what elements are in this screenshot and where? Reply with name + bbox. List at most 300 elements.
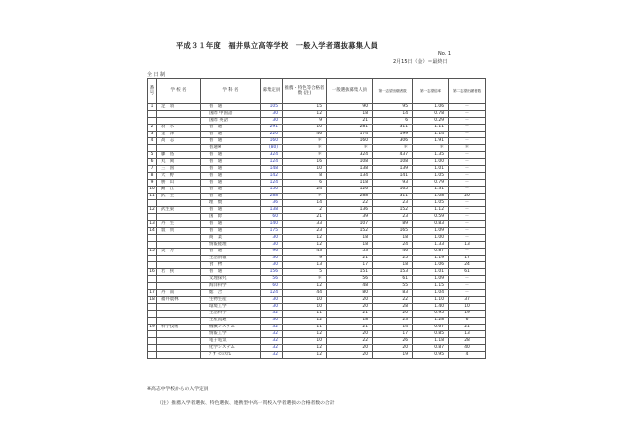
cell-ratio: 0.87 [413, 345, 449, 352]
cell-general: 21 [327, 324, 373, 331]
cell-recommended: ＊ [283, 276, 327, 283]
cell-second-choice: － [449, 248, 486, 255]
table-row [148, 172, 486, 179]
cell-second-choice: 20 [449, 193, 486, 200]
cell-second-choice: － [449, 207, 486, 214]
cell-general: 151 [327, 269, 373, 276]
cell-recommended: 5 [283, 269, 327, 276]
table-row [148, 296, 486, 303]
cell-dept: 機械システム [201, 324, 261, 331]
cell-capacity: 124 [261, 159, 283, 166]
cell-capacity: 30 [261, 241, 283, 248]
cell-capacity: 148 [261, 166, 283, 173]
cell-school [157, 276, 201, 283]
cell-ratio: 1.12 [413, 207, 449, 214]
cell-school [157, 352, 201, 359]
table-row [148, 255, 486, 262]
cell-general: 134 [327, 172, 373, 179]
cell-second-choice: － [449, 152, 486, 159]
cell-no [148, 110, 157, 117]
table-header-row [148, 79, 486, 104]
cell-general: 136 [327, 207, 373, 214]
cell-school: 勝 山 [157, 179, 201, 186]
table-row [148, 159, 486, 166]
cell-no: 8 [148, 172, 157, 179]
cell-ratio: 1.06 [413, 262, 449, 269]
cell-recommended: 44 [283, 290, 327, 297]
table-row [148, 179, 486, 186]
cell-capacity: 156 [261, 269, 283, 276]
cell-first-choice: 46 [373, 248, 413, 255]
cell-no [148, 310, 157, 317]
cell-capacity: 150 [261, 186, 283, 193]
cell-recommended: 33 [283, 221, 327, 228]
cell-first-choice: 306 [373, 138, 413, 145]
cell-dept: 国際 中国語 [201, 110, 261, 117]
cell-first-choice: 89 [373, 221, 413, 228]
header-ratio: 第一志望倍率 [413, 79, 449, 104]
cell-no [148, 317, 157, 324]
header-capacity: 募集定員 [261, 79, 283, 104]
cell-second-choice: － [449, 276, 486, 283]
table-row [148, 186, 486, 193]
cell-capacity: 56 [261, 276, 283, 283]
header-dept: 学 科 名 [201, 79, 261, 104]
cell-general: 18 [327, 110, 373, 117]
cell-first-choice: 141 [373, 172, 413, 179]
table-row [148, 228, 486, 235]
cell-second-choice: － [449, 214, 486, 221]
table-row [148, 241, 486, 248]
cell-dept: 普 通 [201, 186, 261, 193]
cell-second-choice: － [449, 110, 486, 117]
cell-school: 美 方 [157, 248, 201, 255]
cell-no: 11 [149, 193, 155, 199]
cell-second-choice: － [449, 200, 486, 207]
cell-second-choice: － [449, 166, 486, 173]
cell-general: 18 [327, 317, 373, 324]
cell-school: 鯖 江 [157, 186, 201, 193]
table-row [148, 331, 486, 338]
cell-no [148, 276, 157, 283]
cell-dept: ﾃﾞｻﾞｲﾝｼｽﾃﾑ [201, 352, 261, 359]
cell-no: 13 [149, 220, 155, 226]
cell-dept: 化学システム [201, 345, 261, 352]
cell-ratio: 1.11 [413, 124, 449, 131]
cell-ratio: 1.15 [413, 283, 449, 290]
cell-first-choice: 311 [373, 193, 413, 200]
cell-general: 39 [327, 214, 373, 221]
cell-first-choice: 23 [373, 317, 413, 324]
cell-dept: 生活情報 [201, 255, 261, 262]
cell-first-choice: ＊ [373, 145, 413, 152]
cell-recommended: 9 [283, 117, 327, 124]
cell-no: 15 [149, 248, 155, 254]
cell-no: 1 [148, 104, 157, 111]
cell-school [157, 345, 201, 352]
cell-recommended: 12 [283, 241, 327, 248]
cell-dept: 情報経理 [201, 241, 261, 248]
cell-no: 16 [149, 269, 155, 275]
table-row [148, 166, 486, 173]
cell-second-choice: 37 [449, 296, 486, 303]
cell-capacity: 32 [261, 310, 283, 317]
cell-second-choice: 6 [449, 317, 486, 324]
cell-dept: 生産流通 [201, 317, 261, 324]
cell-school [157, 338, 201, 345]
table-row [148, 145, 486, 152]
cell-general: 53 [327, 248, 373, 255]
date-label: 2月15日（金）＝最終日 [393, 59, 448, 65]
cell-general: 22 [327, 338, 373, 345]
table-row [148, 207, 486, 214]
cell-dept: 普 通 [201, 104, 261, 111]
cell-dept: 普 通 [201, 172, 261, 179]
cell-capacity: 30 [261, 255, 283, 262]
cell-school: 福井農林 [157, 296, 201, 303]
cell-first-choice: 18 [373, 262, 413, 269]
cell-capacity: 124 [261, 290, 283, 297]
cell-school: 藤 島 [157, 152, 201, 159]
cell-dept: 普 通 [201, 221, 261, 228]
cell-capacity: 291 [261, 124, 283, 131]
cell-no: 19 [149, 324, 155, 330]
table-row [148, 110, 486, 117]
cell-capacity: 32 [261, 324, 283, 331]
cell-school [157, 317, 201, 324]
cell-recommended: 6 [283, 179, 327, 186]
cell-general: 324 [327, 152, 373, 159]
header-no: 番号 [148, 79, 157, 104]
cell-school: 若 狭 [157, 269, 201, 276]
cell-capacity: 36 [261, 200, 283, 207]
cell-general: 48 [327, 283, 373, 290]
cell-no [148, 145, 157, 152]
cell-recommended: 11 [283, 310, 327, 317]
cell-dept: 普 通 [201, 138, 261, 145]
cell-ratio: 1.19 [413, 255, 449, 262]
cell-capacity: 32 [261, 345, 283, 352]
page-title: 平成３１年度 福井県立高等学校 一般入学者選抜募集人員 [176, 41, 379, 50]
cell-general: 20 [327, 331, 373, 338]
cell-recommended: 43 [283, 248, 327, 255]
cell-school: 足 羽 [157, 104, 201, 111]
cell-capacity: 32 [261, 352, 283, 359]
cell-dept: 国際 英語 [201, 117, 261, 124]
cell-first-choice: 23 [373, 200, 413, 207]
cell-first-choice: 153 [373, 269, 413, 276]
cell-capacity: 105 [261, 104, 283, 111]
table-row [148, 248, 486, 255]
cell-general: 20 [327, 296, 373, 303]
cell-second-choice: 61 [449, 269, 486, 276]
cell-ratio: 1.00 [413, 159, 449, 166]
cell-general: 18 [327, 234, 373, 241]
cell-second-choice: 13 [449, 241, 486, 248]
cell-second-choice: 40 [449, 345, 486, 352]
cell-ratio: 0.59 [413, 214, 449, 221]
header-first-choice: 第一志望出願者数 [373, 79, 413, 104]
cell-ratio: 1.31 [413, 186, 449, 193]
cell-school: 羽 水 [157, 124, 201, 131]
cell-recommended: 23 [283, 228, 327, 235]
cell-first-choice: 83 [373, 290, 413, 297]
header-school: 学 校 名 [157, 79, 201, 104]
cell-recommended: 16 [283, 159, 327, 166]
cell-dept: 普 通 [201, 179, 261, 186]
cell-recommended: ＊ [283, 145, 327, 152]
cell-ratio: 1.09 [413, 228, 449, 235]
cell-no [148, 117, 157, 124]
cell-capacity: 32 [261, 338, 283, 345]
table-row [148, 131, 486, 138]
cell-second-choice: － [449, 104, 486, 111]
cell-ratio: 1.18 [413, 338, 449, 345]
cell-no [148, 303, 157, 310]
cell-school [157, 110, 201, 117]
cell-recommended: 10 [283, 166, 327, 173]
cell-no [148, 331, 157, 338]
cell-dept: 普 通 [201, 124, 261, 131]
cell-no: 10 [149, 186, 155, 192]
cell-no [148, 214, 157, 221]
cell-general: 20 [327, 303, 373, 310]
cell-recommended: 9 [283, 255, 327, 262]
header-recommended: 推薦・特色等合格者数 (注) [283, 79, 327, 104]
cell-school: 三 国 [157, 166, 201, 173]
cell-recommended: 12 [283, 352, 327, 359]
cell-recommended: 12 [283, 110, 327, 117]
cell-capacity: 30 [261, 317, 283, 324]
cell-school: 丸 岡 [157, 159, 201, 166]
cell-general: 21 [327, 310, 373, 317]
cell-first-choice: 22 [373, 296, 413, 303]
table-row [148, 200, 486, 207]
cell-second-choice: 4 [449, 352, 486, 359]
cell-school [157, 145, 201, 152]
table-row [148, 338, 486, 345]
table-row [148, 117, 486, 124]
cell-first-choice: 139 [373, 166, 413, 173]
cell-recommended: ＊ [283, 152, 327, 159]
cell-capacity: 140 [261, 221, 283, 228]
cell-second-choice: － [449, 234, 486, 241]
table-row [148, 290, 486, 297]
cell-capacity: 30 [261, 110, 283, 117]
header-general: 一般選抜募集人員 [327, 79, 373, 104]
cell-ratio: 1.14 [413, 131, 449, 138]
cell-ratio: 0.78 [413, 110, 449, 117]
cell-general: 108 [327, 159, 373, 166]
cell-first-choice: 152 [373, 207, 413, 214]
cell-school: 敦 賀 [157, 228, 201, 235]
cell-capacity: 160 [261, 138, 283, 145]
cell-capacity: 30 [261, 234, 283, 241]
cell-recommended: 21 [283, 214, 327, 221]
cell-first-choice: 14 [373, 324, 413, 331]
cell-ratio: 1.05 [413, 200, 449, 207]
cell-ratio: 1.00 [413, 234, 449, 241]
cell-second-choice: 10 [449, 303, 486, 310]
cell-ratio: 1.04 [413, 290, 449, 297]
cell-school [157, 214, 201, 221]
cell-general: 118 [327, 179, 373, 186]
cell-general: 56 [327, 276, 373, 283]
cell-first-choice: 108 [373, 159, 413, 166]
cell-recommended: 12 [283, 283, 327, 290]
table-row [148, 262, 486, 269]
cell-recommended: 10 [283, 338, 327, 345]
cell-no [148, 200, 157, 207]
cell-no: 6 [148, 159, 157, 166]
cell-ratio: 0.95 [413, 352, 449, 359]
cell-school: 大 野 [157, 172, 201, 179]
cell-general: 18 [327, 241, 373, 248]
cell-dept: 国 際 [201, 214, 261, 221]
cell-dept: 普 通 [201, 152, 261, 159]
cell-capacity: 142 [261, 172, 283, 179]
cell-ratio: 1.09 [413, 276, 449, 283]
cell-recommended: 24 [283, 186, 327, 193]
cell-dept: 食 物 [201, 262, 261, 269]
cell-no: 12 [149, 207, 155, 213]
cell-ratio: 0.87 [413, 248, 449, 255]
cell-ratio: 1.10 [413, 296, 449, 303]
footnote: （注）推薦入学者選抜、特色選抜、連携型中高一貫校入学者選抜の合格者数の合計 [157, 401, 335, 406]
cell-second-choice: 21 [449, 324, 486, 331]
cell-recommended: 14 [283, 200, 327, 207]
cell-ratio: 1.33 [413, 241, 449, 248]
table-row [148, 317, 486, 324]
cell-first-choice: 6 [373, 117, 413, 124]
cell-no: 9 [148, 179, 157, 186]
cell-school [157, 200, 201, 207]
footnote-mark: ※高志中学校からの入学定員 [147, 387, 209, 392]
cell-dept: 電子電気 [201, 338, 261, 345]
cell-dept: 生物生産 [201, 296, 261, 303]
cell-no [148, 338, 157, 345]
cell-recommended: 10 [283, 303, 327, 310]
cell-general: 107 [327, 221, 373, 228]
cell-dept: 生活科学 [201, 310, 261, 317]
cell-no [148, 352, 157, 359]
cell-general: ＊ [327, 145, 373, 152]
header-second-choice: 第二志望出願者数 [449, 79, 486, 104]
cell-no [148, 234, 157, 241]
table-row [148, 138, 486, 145]
cell-recommended: 15 [283, 104, 327, 111]
table-row [148, 345, 486, 352]
cell-second-choice: － [449, 228, 486, 235]
cell-capacity: 60 [261, 214, 283, 221]
cell-recommended: 13 [283, 262, 327, 269]
cell-general: 22 [327, 200, 373, 207]
cell-dept: 普 通 [201, 269, 261, 276]
cell-no: 2 [148, 124, 157, 131]
cell-recommended: 12 [283, 317, 327, 324]
table-row [148, 310, 486, 317]
cell-school [157, 303, 201, 310]
cell-general: 288 [327, 193, 373, 200]
cell-first-choice: 25 [373, 255, 413, 262]
cell-second-choice: 28 [449, 338, 486, 345]
cell-general: 20 [327, 352, 373, 359]
cell-recommended: 12 [283, 345, 327, 352]
cell-second-choice: － [449, 124, 486, 131]
table-row [148, 124, 486, 131]
cell-first-choice: 20 [373, 345, 413, 352]
cell-dept: 総 合 [201, 290, 261, 297]
cell-dept: 普 通 [201, 131, 261, 138]
cell-general: 160 [327, 138, 373, 145]
cell-first-choice: 19 [373, 352, 413, 359]
cell-no: 7 [148, 166, 157, 173]
cell-no: 3 [148, 131, 157, 138]
cell-capacity: 96 [261, 248, 283, 255]
cell-second-choice: － [449, 131, 486, 138]
cell-capacity: 30 [261, 117, 283, 124]
cell-recommended: 10 [283, 124, 327, 131]
cell-ratio: 1.91 [413, 138, 449, 145]
table-row [148, 283, 486, 290]
table-row [148, 152, 486, 159]
cell-ratio: 0.79 [413, 179, 449, 186]
cell-capacity: 175 [261, 228, 283, 235]
cell-first-choice: 61 [373, 276, 413, 283]
cell-first-choice: 14 [373, 110, 413, 117]
cell-school [157, 255, 201, 262]
cell-ratio: 1.01 [413, 166, 449, 173]
cell-recommended: 8 [283, 172, 327, 179]
cell-general: 17 [327, 262, 373, 269]
cell-second-choice: 13 [449, 331, 486, 338]
cell-first-choice: 55 [373, 283, 413, 290]
cell-general: 21 [327, 255, 373, 262]
cell-no [148, 283, 157, 290]
cell-dept: 普 通 [201, 228, 261, 235]
table-row [148, 234, 486, 241]
cell-school: 金 津 [157, 131, 201, 138]
table-row [148, 352, 486, 359]
cell-general: 90 [327, 104, 373, 111]
cell-recommended: 2 [283, 207, 327, 214]
cell-dept: 理 数 [201, 200, 261, 207]
cell-ratio: 1.28 [413, 317, 449, 324]
cell-second-choice: － [449, 172, 486, 179]
cell-capacity: 124 [261, 179, 283, 186]
table-row [148, 324, 486, 331]
cell-second-choice: － [449, 179, 486, 186]
cell-general: 138 [327, 166, 373, 173]
cell-first-choice: 26 [373, 338, 413, 345]
cell-capacity: 138 [261, 207, 283, 214]
table-row [148, 193, 486, 200]
cell-no: 14 [149, 227, 155, 233]
cell-dept: 商 業 [201, 234, 261, 241]
cell-no: 5 [148, 152, 157, 159]
cell-general: 20 [327, 345, 373, 352]
cell-no: 17 [149, 289, 155, 295]
cell-school [157, 234, 201, 241]
cell-general: 80 [327, 290, 373, 297]
cell-second-choice: ＊ [449, 145, 486, 152]
cell-ratio: 1.01 [413, 269, 449, 276]
cell-capacity: 324 [261, 152, 283, 159]
cell-first-choice: 24 [373, 241, 413, 248]
cell-ratio: 0.83 [413, 221, 449, 228]
cell-no: 4 [148, 138, 157, 145]
cell-school: 武 生 [157, 193, 201, 200]
